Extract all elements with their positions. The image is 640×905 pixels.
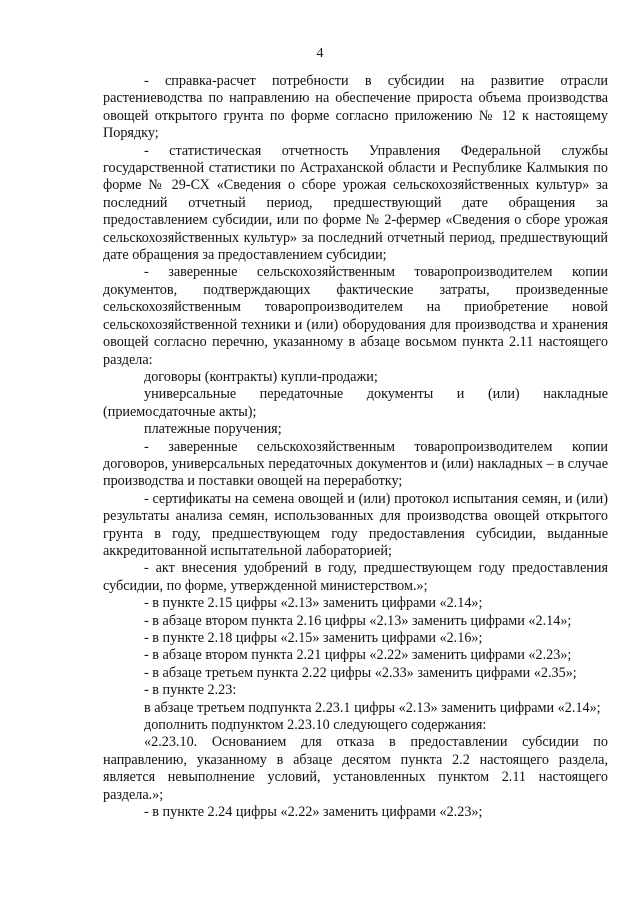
paragraph-seed-certificates: - сертификаты на семена овощей и (или) протокол испытания семян, и (или) результаты анализа семян, использованных для производства овощей открытого грунта в году, предшествующем году предоставления субсидии, выданные аккредитованной испытательной лабораторией; [103,490,608,559]
paragraph-amendment-2-21: - в абзаце втором пункта 2.21 цифры «2.22» заменить цифрами «2.23»; [144,647,572,664]
paragraph-amendment-2-16: - в абзаце втором пункта 2.16 цифры «2.13» заменить цифрами «2.14»; [144,612,572,629]
paragraph-amendment-2-15: - в пункте 2.15 цифры «2.13» заменить цифрами «2.14»; [144,595,483,612]
page-number: 4 [316,46,324,61]
paragraph-payment-orders: платежные поручения; [144,421,282,438]
paragraph-amendment-2-18: - в пункте 2.18 цифры «2.15» заменить цифрами «2.16»; [144,630,483,646]
paragraph-contracts: договоры (контракты) купли-продажи; [144,368,378,385]
paragraph-amendment-2-22: - в абзаце третьем пункта 2.22 цифры «2.33» заменить цифрами «2.35»; [144,664,577,681]
paragraph-transfer-documents: универсальные передаточные документы и (или) накладные (приемосдаточные акты); [103,386,608,420]
paragraph-amendment-2-23-1: в абзаце третьем подпункта 2.23.1 цифры «2.13» заменить цифрами «2.14»; [144,699,601,716]
paragraph-subsidy-calculation: - справка-расчет потребности в субсидии на развитие отрасли растениеводства по направлению на обеспечение прироста объема производства овощей открытого грунта по форме согласно приложению № 12 к настоящему Порядку; [103,73,608,142]
paragraph-statistical-reporting: - статистическая отчетность Управления Федеральной службы государственной статистики по Астраханской области и Республике Калмыкия по форме № 29-СХ «Сведения о сборе урожая сельскохозяйственных культур» за последний отчетный период, предшествующий дате обращения за предоставлением субсидии, или по форме № 2-фермер «Сведения о сборе урожая сельскохозяйственных культур» за последний отчетный период, предшествующий дате обращения за предоставлением субсидии; [103,142,608,264]
paragraph-2-23-10-text: «2.23.10. Основанием для отказа в предоставлении субсидии по направлению, указанному в абзаце десятом пункта 2.2 настоящего раздела, является невыполнение условий, установленных пунктом 2.11 настоящего раздела.»; [103,734,608,803]
paragraph-amendment-2-24: - в пункте 2.24 цифры «2.22» заменить цифрами «2.23»; [144,804,483,821]
paragraph-processing-contracts: - заверенные сельскохозяйственным товаропроизводителем копии договоров, универсальных передаточных документов и (или) накладных – в случае производства и поставки овощей на переработку; [103,438,608,490]
document-body [103,73,608,821]
paragraph-fertilizer-act: - акт внесения удобрений в году, предшествующем году предоставления субсидии, по форме, утвержденной министерством.»; [103,560,608,594]
paragraph-add-2-23-10: дополнить подпунктом 2.23.10 следующего содержания: [144,717,487,734]
paragraph-amendment-2-23: - в пункте 2.23: [144,682,237,699]
paragraph-cost-documents: - заверенные сельскохозяйственным товаропроизводителем копии документов, подтверждающих фактические затраты, произведенные сельскохозяйственным товаропроизводителем на приобретение новой сельскохозяйственной техники и (или) оборудования для производства и хранения овощей согласно перечню, указанному в абзаце восьмом пункта 2.11 настоящего раздела: [103,264,608,368]
